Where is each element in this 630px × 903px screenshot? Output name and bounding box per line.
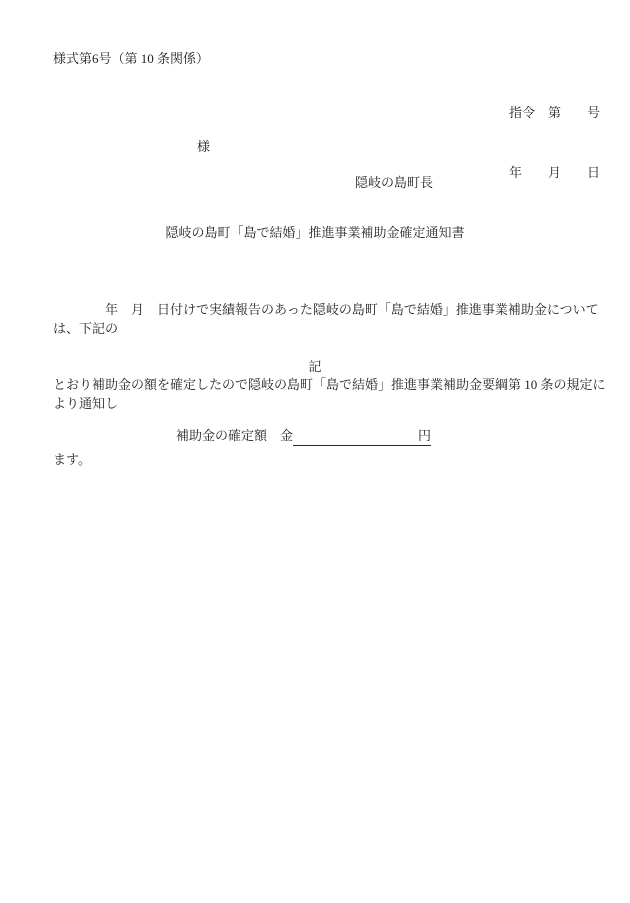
amount-currency-suffix: 円 <box>418 428 432 443</box>
section-marker: 記 <box>308 359 322 374</box>
amount-line <box>163 409 431 462</box>
amount-blank-field <box>293 439 418 440</box>
amount-underline-group <box>293 425 431 446</box>
date-line: 年 月 日 <box>508 165 600 180</box>
directive-number-line: 指令 第 号 <box>508 105 600 120</box>
document-title: 隠岐の島町「島で結婚」推進事業補助金確定通知書 <box>165 225 465 240</box>
body-line-2: とおり補助金の額を確定したので隠岐の島町「島で結婚」推進事業補助金要綱第 10 条の規定により通知し <box>53 377 606 411</box>
body-line-3: ます。 <box>53 452 91 468</box>
amount-label-gap <box>267 428 280 443</box>
amount-currency-prefix: 金 <box>280 428 294 443</box>
amount-label: 補助金の確定額 <box>176 428 268 443</box>
body-line-1: 年 月 日付けで実績報告のあった隠岐の島町「島で結婚」推進事業補助金については、下記の <box>53 302 599 337</box>
form-number-label: 様式第6号（第 10 条関係） <box>53 51 210 66</box>
sender-name: 隠岐の島町長 <box>355 175 434 190</box>
body-paragraph <box>53 264 613 507</box>
directive-header <box>509 63 600 223</box>
recipient-honorific: 様 <box>197 139 211 154</box>
